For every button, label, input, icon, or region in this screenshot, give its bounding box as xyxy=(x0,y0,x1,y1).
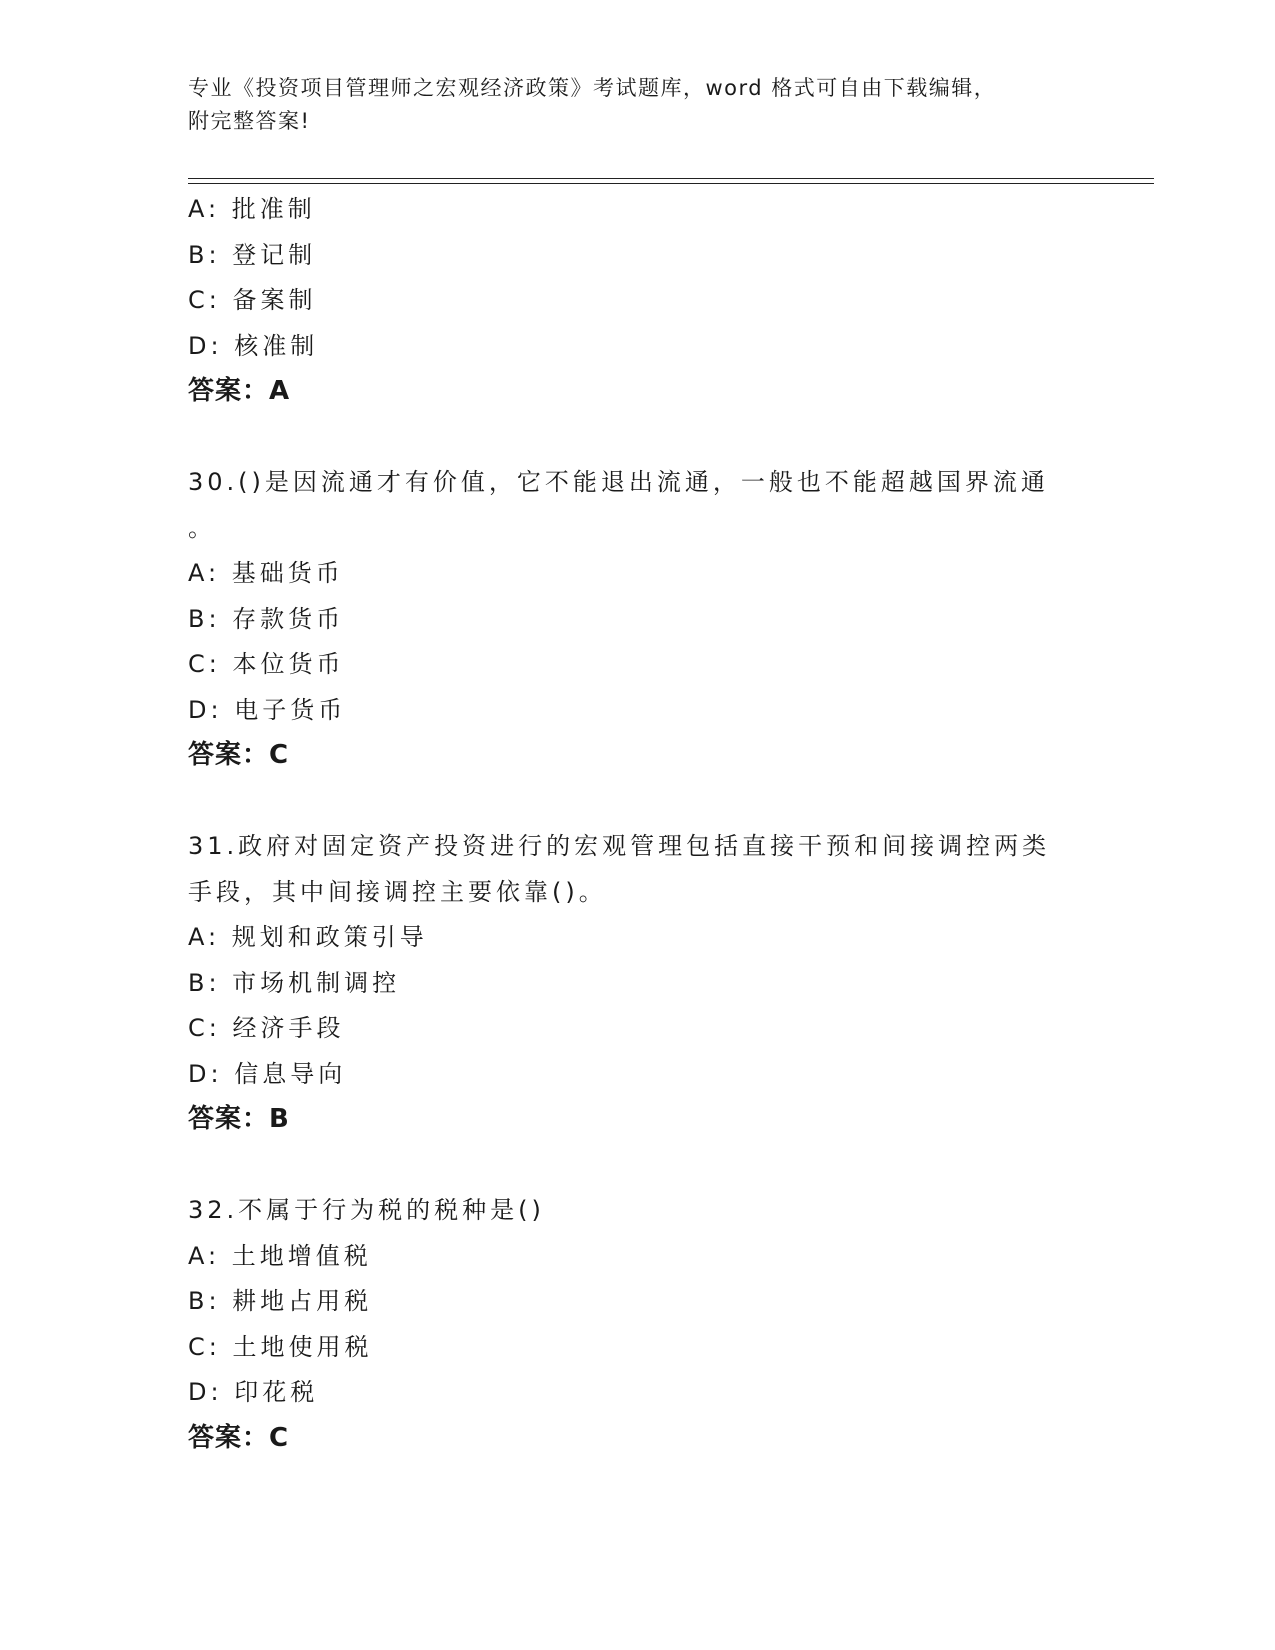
answer-line: 答案：C xyxy=(188,740,290,770)
option-b: B: 耕地占用税 xyxy=(188,1287,373,1315)
spacer xyxy=(188,415,1088,461)
option-a: A: 基础货币 xyxy=(188,559,344,587)
header-divider-bottom xyxy=(188,183,1154,184)
option-b: B: 市场机制调控 xyxy=(188,968,401,997)
question-stem-line-1: 32.不属于行为税的税种是() xyxy=(188,1196,545,1224)
header-divider-top xyxy=(188,178,1154,179)
question-stem-line-1: 30.()是因流通才有价值，它不能退出流通，一般也不能超越国界流通 xyxy=(188,468,1049,496)
option-a: A: 批准制 xyxy=(188,195,316,223)
answer-line: 答案：B xyxy=(188,1104,290,1134)
spacer xyxy=(188,1143,1088,1189)
option-c: C: 备案制 xyxy=(188,286,317,314)
question-stem-line-1: 31.政府对固定资产投资进行的宏观管理包括直接干预和间接调控两类 xyxy=(188,832,1051,860)
question-stem-line-2: 。 xyxy=(188,513,216,542)
spacer xyxy=(188,779,1088,825)
option-d: D: 印花税 xyxy=(188,1378,319,1406)
question-block xyxy=(188,824,1088,1143)
option-b: B: 存款货币 xyxy=(188,604,345,633)
option-a: A: 规划和政策引导 xyxy=(188,923,428,951)
document-header xyxy=(188,72,1088,138)
option-c: C: 本位货币 xyxy=(188,650,345,678)
option-d: D: 核准制 xyxy=(188,331,319,360)
question-list xyxy=(188,187,1088,1461)
header-line-1: 专业《投资项目管理师之宏观经济政策》考试题库，word 格式可自由下载编辑， xyxy=(188,76,997,100)
question-block xyxy=(188,1188,1088,1461)
option-c: C: 土地使用税 xyxy=(188,1332,373,1361)
option-c: C: 经济手段 xyxy=(188,1014,345,1042)
question-stem-line-2: 手段，其中间接调控主要依靠()。 xyxy=(188,877,607,906)
question-block xyxy=(188,460,1088,779)
option-b: B: 登记制 xyxy=(188,240,317,269)
option-d: D: 信息导向 xyxy=(188,1059,347,1088)
header-line-2: 附完整答案! xyxy=(188,109,311,133)
question-block xyxy=(188,187,1088,415)
option-d: D: 电子货币 xyxy=(188,695,347,724)
answer-line: 答案：C xyxy=(188,1422,290,1453)
option-a: A: 土地增值税 xyxy=(188,1241,372,1270)
answer-line: 答案：A xyxy=(188,376,291,406)
